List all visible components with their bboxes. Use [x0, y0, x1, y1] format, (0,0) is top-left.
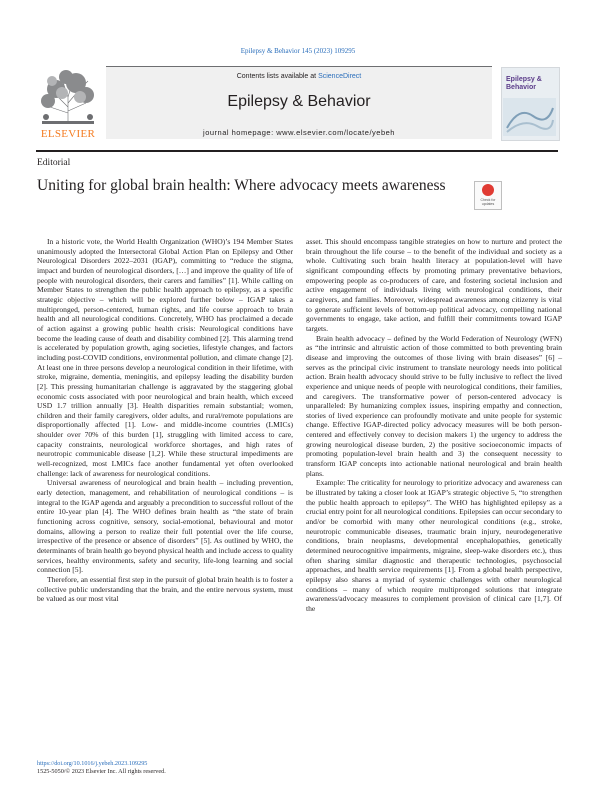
- cover-title: Epilepsy & Behavior: [506, 76, 542, 91]
- doi-link[interactable]: https://doi.org/10.1016/j.yebeh.2023.109295: [37, 760, 148, 767]
- body-paragraph: Brain health advocacy – defined by the World Federation of Neurology (WFN) as “the intrinsic and altruistic action of those committed to both preventing brain disease and improving the outcomes of those living with brain diseases” [6] – serves as the principal civic instrument to translate neurology needs into political action. Brain health advocacy should strive to be fully inclusive to reflect the lived experience and unique needs of people with neurological conditions, their families, and caregivers. The transformative power of person-centered advocacy is unparalleled: By humanizing complex issues, inspiring empathy and connection, stories of lived experience can profoundly motivate and unite people for systemic change. Effective IGAP-directed policy advocacy measures will be both person-centered and effectively convey to decision makers 1) the urgency to address the growing neurological disease burden, 2) the positive socioeconomic impacts of promoting population-level brain health and 3) the consequent necessity to transform IGAP concepts into actionable national neurological and brain health plans.: [306, 333, 562, 478]
- body-paragraph: Therefore, an essential first step in the pursuit of global brain health is to foster a collective public understanding that the brain, and the entire nervous system, must be valued as our most vital: [37, 574, 293, 604]
- running-head[interactable]: Epilepsy & Behavior 145 (2023) 109295: [240, 47, 356, 55]
- journal-title: Epilepsy & Behavior: [227, 93, 371, 110]
- contents-line: [106, 73, 492, 80]
- body-column-right: [306, 237, 562, 614]
- article-title: Uniting for global brain health: Where advocacy meets awareness: [37, 177, 446, 194]
- crossmark-icon: [482, 184, 494, 196]
- body-column-left: [37, 237, 293, 604]
- contents-prefix: Contents lists available at: [236, 73, 319, 80]
- copyright-line: 1525-5050/© 2023 Elsevier Inc. All rights reserved.: [37, 768, 166, 775]
- body-paragraph: asset. This should encompass tangible strategies on how to nurture and protect the brain throughout the life course – to the benefit of the individual and society as a whole. Cultivating such brain health literacy at population-level will have significant compounding effects by promoting primary preventative behaviors, empowering people as co-producers of care, and fostering societal inclusion and active engagement of individuals living with neurological conditions, their caregivers, and families. Moreover, widespread awareness among citizenry is vital to generate sufficient levels of bottom-up political advocacy, compelling national governments to engage, take action, and fulfill their commitments toward IGAP targets.: [306, 237, 562, 333]
- sciencedirect-link[interactable]: ScienceDirect: [318, 73, 362, 80]
- cover-artwork: [503, 98, 556, 136]
- body-paragraph: In a historic vote, the World Health Organization (WHO)’s 194 Member States unanimously adopted the Intersectoral Global Action Plan on Epilepsy and Other Neurological Disorders 2022–2031 (IGAP), committing to “reduce the stigma, impact and burden of neurological disorders, […] and improve the quality of life of people with neurological disorders, their carers and families” [1]. While calling on Member States to strengthen the public health approach to epilepsy, as a specific strategic objective – which will be explored further below – IGAP takes a multipronged, person-centered, human rights, and life course approach to brain health and all neurological conditions. Concretely, WHO has proclaimed a decade of action against a growing public health crisis: Neurological conditions have become the leading cause of death and disability combined [2]. This alarming trend is accelerated by population growth, aging societies, lifestyle changes, and factors including post-COVID conditions, environmental pollution, and climate change [2]. At least one in three persons develop a neurological condition in their lifetime, with stroke, migraine, dementia, meningitis, and epilepsy leading the disability burden [2]. This pressing humanitarian challenge is aggravated by the staggering global economic costs associated with poor neurological and brain health, which exceed USD 1.7 trillion annually [3]. Health disparities remain substantial; women, children and their family caregivers, older adults, and rural/remote populations are disproportionally affected [1]. Low- and middle-income countries (LMICs) shoulder over 70% of this burden [1], struggling with limited access to care, capacity constraints, neurological workforce shortages, and high rates of neurotropic communicable disease [1,2]. While these structural impediments are well-recognized, most LMICs face another fundamental yet often overlooked challenge: lack of awareness for neurological conditions.: [37, 237, 293, 478]
- header-rule: [36, 150, 558, 152]
- body-paragraph: Universal awareness of neurological and brain health – including prevention, early detection, management, and rehabilitation of neurological conditions – is integral to the IGAP agenda and arguably a precondition to successful rollout of the entire 10-year plan [4]. The WHO defines brain health as “the state of brain functioning across cognitive, sensory, social-emotional, behavioural and motor domains, allowing a person to realize their full potential over the life course, irrespective of the presence or absence of disorders” [5]. As outlined by WHO, the determinants of brain health go beyond physical health and include access to quality services, healthy environments, safety and security, life-long learning and social connection [5].: [37, 478, 293, 575]
- body-paragraph: Example: The criticality for neurology to prioritize advocacy and awareness can be illustrated by taking a closer look at IGAP’s strategic objective 5, “to strengthen the public health approach to epilepsy”. The WHO has highlighted epilepsy as a crucial entry point for all neurological conditions. Epilepsies can occur secondary to and/or be comorbid with many other neurological conditions (e.g., stroke, neurotropic communicable diseases, traumatic brain injury, neurodegenerative conditions, brain neoplasms, developmental encephalopathies, genetically determined neurocognitive impairments, migraine, sleep-wake disorders etc.), thus often sharing similar diagnostic and therapeutic technologies, psychosocial approaches, and health service requirements [1]. From a global health perspective, epilepsy also shares a myriad of systemic challenges with other neurological conditions – many of which require multipronged solutions that integrate awareness/advocacy measures to complement provision of clinical care [1,7]. Of the: [306, 478, 562, 613]
- footer: [37, 760, 166, 776]
- journal-homepage[interactable]: journal homepage: www.elsevier.com/locate/yebeh: [203, 128, 395, 137]
- article-type: Editorial: [37, 158, 71, 168]
- crossmark-label: Check for updates: [480, 198, 496, 206]
- publisher-logo-text: ELSEVIER: [40, 128, 96, 140]
